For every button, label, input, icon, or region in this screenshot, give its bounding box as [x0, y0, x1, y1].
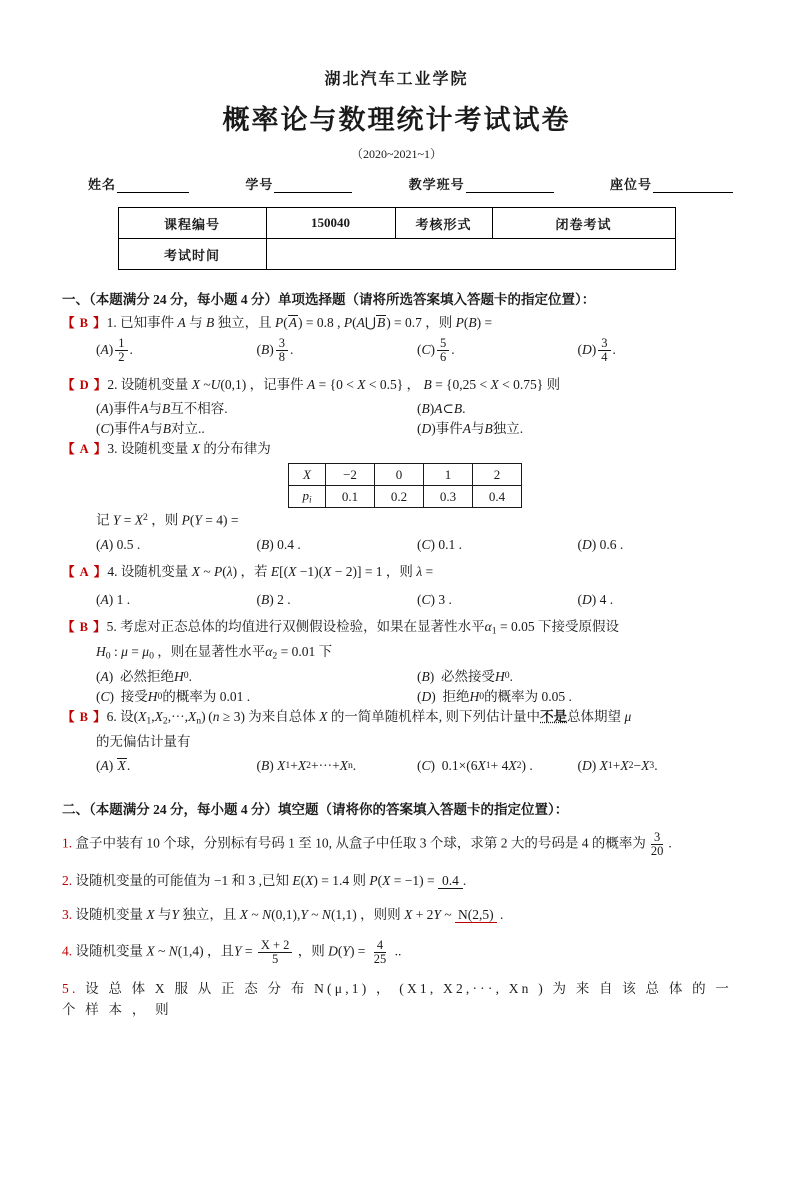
question-5-options-row2 — [62, 687, 738, 707]
fill-question-1-text: 盒子中装有 10 个球，分别标有号码 1 至 10, 从盒子中任取 3 个球，求第 2 大的号码是 4 的概率为 — [75, 835, 646, 851]
option-b[interactable]: ( B ) A ⊂ B . — [417, 400, 466, 416]
exam-term: （2020~2021~1） — [351, 147, 442, 161]
question-number-5: 5. — [106, 618, 117, 634]
emphasis-not: 不是 — [540, 709, 568, 725]
option-a[interactable]: ( A ) 0.5 . — [96, 536, 141, 552]
exam-form-value: 闭卷考试 — [492, 208, 675, 239]
field-class-no-blank[interactable] — [466, 179, 554, 193]
question-3 — [62, 439, 738, 460]
question-4 — [62, 562, 738, 583]
question-3-substem: 记 $Y = X^2$ ，则 P(Y = 4) = — [96, 512, 239, 528]
answer-mark-4: 【 A 】 — [62, 564, 108, 579]
dist-cell: 0 — [375, 464, 424, 486]
school-name: 湖北汽车工业学院 — [324, 71, 469, 88]
field-name[interactable] — [88, 174, 189, 193]
option-c[interactable]: ( C )事件 A 与 B 对立.. — [96, 421, 205, 437]
table-row — [289, 486, 522, 508]
option-b[interactable]: ( B ) 2 . — [256, 591, 291, 607]
distribution-table-wrap — [62, 463, 738, 508]
field-student-id[interactable] — [245, 174, 352, 193]
fill-question-number-2: 2. — [62, 873, 73, 889]
dist-cell: 0.2 — [375, 486, 424, 508]
exam-time-value[interactable] — [266, 239, 675, 270]
answer-mark-1: 【 B 】 — [62, 316, 107, 330]
fill-question-1: 1. 盒子中装有 10 个球，分别标有号码 1 至 10, 从盒子中任取 3 个球，求第 2 大的号码是 4 的概率为 $\frac{3}{20}$ . — [62, 829, 672, 859]
question-number-2: 2. — [107, 376, 118, 392]
option-c[interactable]: ( C ) 0.1×(6 X 1 + 4 X 2 ) . — [417, 757, 533, 773]
fill-question-4: 4. 设随机变量 X ~ N(1,4) ，且Y = $\frac{X + 2}{5}$ ，则 D(Y) = $\frac{4}{25}$ .. — [62, 938, 402, 967]
dist-cell: 0.1 — [326, 486, 375, 508]
field-name-label: 姓名 — [88, 177, 117, 192]
question-6 — [62, 707, 738, 729]
section1-heading: 一、（本题满分 24 分，每小题 4 分）单项选择题（请将所选答案填入答题卡的指定位置）： — [62, 292, 596, 307]
course-no-label: 课程编号 — [118, 208, 266, 239]
answer-mark-2: 【 D 】 — [62, 377, 108, 392]
dist-cell: −2 — [326, 464, 375, 486]
question-6-stem-line2: 的无偏估计量有 — [96, 733, 191, 749]
answer-mark-6: 【 B 】 — [62, 710, 107, 725]
question-6-stem-line1: 设$(X_1,X_2,\cdot\cdot\cdot,X_n) (n \ge 3)$ 为来自总体 X 的一简单随机样本, 则下列估计量中不是总体期望 μ — [120, 709, 632, 727]
option-c[interactable]: ( C ) 3 . — [417, 591, 452, 607]
section2-heading: 二、（本题满分 24 分，每小题 4 分）填空题（请将你的答案填入答题卡的指定位置）： — [62, 801, 569, 817]
option-d[interactable]: ( D )事件 A 与 B 独立. — [417, 421, 524, 437]
option-a[interactable]: ( A ) $\frac{1}{2}$ . — [96, 335, 133, 365]
question-4-options — [62, 590, 738, 610]
question-2-stem: 设随机变量 X ~U(0,1) ，记事件 A = {0 < X < 0.5} ， B = {0,25 < X < 0.75} 则 — [120, 376, 561, 392]
question-2-options-row1 — [62, 399, 738, 419]
answer-mark-5: 【 B 】 — [62, 619, 107, 634]
option-d[interactable]: ( D ) X 1 + X 2 − X 3 . — [577, 757, 658, 773]
field-seat-no-blank[interactable] — [653, 179, 733, 193]
exam-info-table — [118, 207, 676, 270]
dist-row2-header: $p_i$ — [289, 486, 326, 508]
fill-question-number-5: 5. — [62, 981, 79, 997]
question-number-4: 4. — [107, 563, 118, 579]
option-c[interactable]: ( C ) 接受 H 0 的概率为 0.01 . — [96, 688, 251, 704]
exam-page — [0, 66, 793, 1188]
answer-mark-3: 【 A 】 — [62, 442, 108, 457]
dist-cell: 2 — [473, 464, 522, 486]
dist-cell: 0.4 — [473, 486, 522, 508]
distribution-table — [288, 463, 522, 508]
option-b[interactable]: ( B ) $\frac{3}{8}$ . — [256, 335, 294, 365]
option-d[interactable]: ( D ) 拒绝 H 0 的概率为 0.05 . — [417, 688, 572, 704]
fill-question-number-1: 1. — [62, 835, 73, 851]
question-2-options-row2 — [62, 419, 738, 439]
question-6-options — [62, 756, 738, 776]
question-3-options — [62, 535, 738, 555]
dist-cell: 0.3 — [424, 486, 473, 508]
dist-row1-header: X — [289, 464, 326, 486]
fill-answer-1: $\frac{3}{20}$ — [650, 829, 664, 859]
exam-title: 概率论与数理统计考试试卷 — [222, 105, 571, 135]
fill-question-2: 2. 设随机变量的可能值为 −1 和 3 ,已知 E(X) = 1.4 则 P(X = −1) = 0.4 . — [62, 873, 467, 889]
fill-expr-4: $\frac{X + 2}{5}$ — [258, 939, 293, 966]
fill-question-number-4: 4. — [62, 943, 73, 959]
field-student-id-blank[interactable] — [274, 179, 352, 193]
fill-question-5-text: 设 总 体 X 服 从 正 态 分 布 N(μ,1) ， (X1, X2,···, Xn ) 为 来 自 该 总 体 的 一 个 样 本 ， 则 — [62, 981, 733, 1018]
option-d[interactable]: ( D ) 0.6 . — [577, 536, 624, 552]
question-3-stem: 设随机变量 X 的分布律为 — [120, 441, 271, 457]
fill-answer-4: $\frac{4}{25}$ — [373, 938, 387, 967]
question-2 — [62, 375, 738, 396]
option-a[interactable]: ( A ) 必然拒绝 H 0 . — [96, 668, 192, 684]
course-no-value: 150040 — [266, 208, 395, 239]
field-class-no-label: 教学班号 — [408, 177, 465, 192]
option-c[interactable]: ( C ) $\frac{5}{6}$ . — [417, 335, 455, 365]
option-a[interactable]: ( A ) X . — [96, 757, 131, 774]
question-number-6: 6. — [106, 709, 117, 725]
option-b[interactable]: ( B ) 0.4 . — [256, 536, 301, 552]
student-fields — [0, 174, 793, 193]
table-row — [289, 464, 522, 486]
option-a[interactable]: ( A ) 1 . — [96, 591, 131, 607]
fill-answer-3: N(2,5) — [455, 907, 497, 923]
question-1 — [62, 313, 738, 334]
field-class-no[interactable] — [409, 174, 554, 193]
question-1-options — [62, 337, 738, 375]
option-b[interactable]: ( B ) X 1 + X 2 +···+ X n . — [256, 757, 357, 773]
question-4-stem: 设随机变量 X ~ P(λ) ，若 E[(X −1)(X − 2)] = 1 ，则 λ = — [120, 563, 434, 579]
table-row — [118, 239, 675, 270]
table-row — [118, 208, 675, 239]
dist-cell: 1 — [424, 464, 473, 486]
exam-form-label: 考核形式 — [395, 208, 492, 239]
question-5-stem-line2: $H_0$ : $\mu = \mu_0$ ，则在显著性水平$\alpha_2 = 0.01$ 下 — [96, 643, 333, 662]
fill-answer-2: 0.4 — [438, 873, 463, 889]
exam-time-label: 考试时间 — [118, 239, 266, 270]
question-1-stem: 已知事件 A 与 B 独立，且 P(A) = 0.8 , P(A⋃B) = 0.7 ，则 P(B) = — [120, 315, 493, 330]
option-b[interactable]: ( B ) 必然接受 H 0 . — [417, 668, 513, 684]
question-5-options-row1 — [62, 667, 738, 687]
exam-content — [0, 288, 793, 1021]
option-a[interactable]: ( A )事件 A 与 B 互不相容. — [96, 400, 228, 416]
option-d[interactable]: ( D ) $\frac{3}{4}$ . — [577, 335, 616, 365]
field-seat-no[interactable] — [610, 174, 733, 193]
option-d[interactable]: ( D ) 4 . — [577, 591, 614, 607]
fill-question-number-3: 3. — [62, 907, 73, 923]
field-name-blank[interactable] — [117, 179, 189, 193]
field-student-id-label: 学号 — [245, 177, 274, 192]
question-5-stem-line1: 考虑对正态总体的均值进行双侧假设检验，如果在显著性水平$\alpha_1 = 0.05$ 下接受原假设 — [120, 618, 619, 637]
field-seat-no-label: 座位号 — [609, 177, 652, 192]
question-number-1: 1. — [106, 315, 117, 330]
question-number-3: 3. — [107, 441, 118, 457]
fill-question-5 — [62, 979, 738, 1021]
fill-question-3: 3. 设随机变量 X 与Y 独立，且 X ~ N(0,1),Y ~ N(1,1) ，则则 X + 2Y ~ N(2,5) . — [62, 907, 504, 923]
question-5 — [62, 617, 738, 639]
option-c[interactable]: ( C ) 0.1 . — [417, 536, 463, 552]
